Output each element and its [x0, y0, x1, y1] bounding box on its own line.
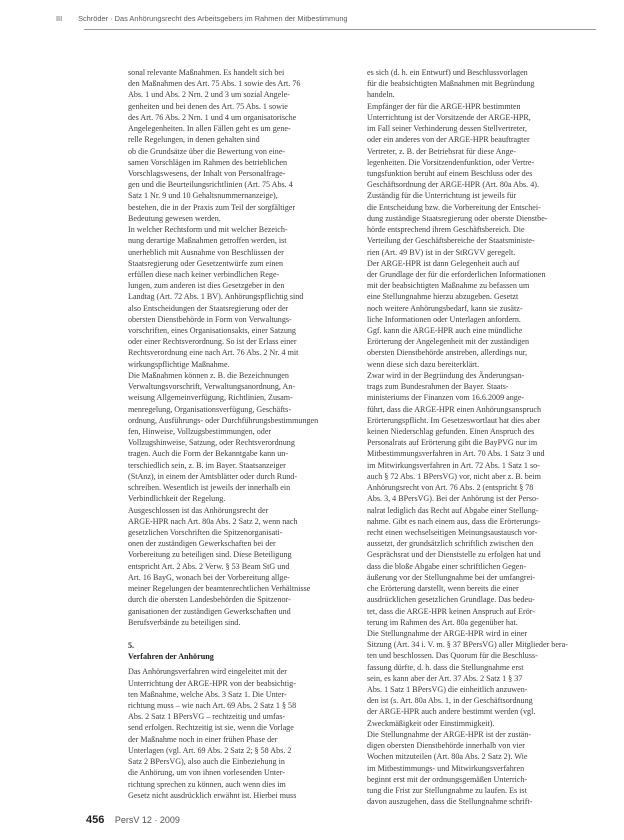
running-header [56, 14, 576, 23]
header-title: Schröder · Das Anhörungsrecht des Arbeitsgebers im Rahmen der Mitbestimmung [78, 14, 348, 23]
text-line: Vorbereitung zu beteiligen sind. Diese Beteiligung [128, 550, 292, 560]
text-line: ob die Grundsätze über die Bewertung von eine- [128, 146, 286, 156]
text-line: trags zum Bundesrahmen der Bayer. Staats- [367, 382, 509, 392]
text-line: Unterrichtung der ARGE-HPR von der beabsichtig- [128, 678, 296, 688]
text-line: Zweckmäßigkeit oder Einstimmigkeit). [367, 718, 495, 728]
text-line: hörde entsprechend ihrem Geschäftsbereich. Die [367, 225, 525, 235]
text-line: Vollzugshinweise, Satzung, oder Rechtsverordnung [128, 438, 295, 448]
text-line: fen, Hinweise, Vollzugsbestimmungen, oder [128, 427, 272, 436]
text-line: Empfänger der für die ARGE-HPR bestimmten [367, 101, 521, 111]
text-line: entspricht Art. 2 Abs. 2 Verw. § 53 Beam StG und [128, 561, 290, 571]
left-column-body [128, 67, 356, 628]
text-line: Abs. 1 und Abs. 2 Nrn. 2 und 3 um sozial Angele- [128, 90, 290, 100]
text-line: Der ARGE-HPR ist dann Gelegenheit auch auf [367, 258, 520, 268]
text-line: nahme. Gibt es nach einem aus, dass die Erörterungs- [367, 516, 541, 526]
text-line: Geschäftsordnung der ARGE-HPR (Art. 80a Abs. 4). [367, 180, 539, 190]
text-line: liche Informationen oder Unterlagen anfordern. [367, 314, 521, 324]
text-line: weisung Allgemeinverfügung, Richtlinien, Zusam- [128, 393, 293, 403]
section-number: 5. [128, 640, 135, 650]
text-line: dass die bloße Abgabe einer schriftlichen Gegen- [367, 561, 527, 571]
right-column [367, 67, 595, 807]
text-line: (StAnz), in einem der Amtsblätter oder durch Rund- [128, 471, 298, 481]
text-line: oder einer Rechtsverordnung. So ist der Erlass einer [128, 337, 297, 347]
text-line: nung derartige Maßnahmen getroffen werden, ist [128, 236, 287, 246]
text-line: In welcher Rechtsform und mit welcher Bezeich- [128, 225, 288, 235]
text-line: legenheiten. Die Vorsitzendenfunktion, oder Vertre- [367, 157, 535, 167]
text-line: send erfolgen. Rechtzeitig ist sie, wenn die Vorlage [128, 723, 294, 733]
text-line: ordnung, Ausführungs- oder Durchführungsbestimmungen [128, 415, 319, 425]
text-line: noch weitere Anhörungsbedarf, kann sie zusätz- [367, 303, 523, 313]
text-line: genheiten und bei denen des Art. 75 Abs. 1 sowie [128, 101, 288, 111]
right-column-body [367, 67, 595, 807]
text-line: handeln. [367, 90, 395, 100]
text-line: also Entscheidungen der Staatsregierung oder der [128, 303, 289, 313]
text-line: aussetzt, der grundsätzlich schriftlich zwischen den [367, 539, 534, 549]
text-line: Die Maßnahmen können z. B. die Bezeichnungen [128, 370, 289, 380]
header-number: III [56, 14, 63, 23]
text-line: rien (Art. 49 BV) ist in der StRGVV geregelt. [367, 247, 516, 257]
text-line: Personalrats auf Erörterung gibt die BayPVG nur im [367, 438, 538, 448]
text-line: ganisationen der zuständigen Gewerkschaften und [128, 606, 291, 616]
text-line: nalrat lediglich das Recht auf Abgabe einer Stellung- [367, 505, 539, 515]
text-line: Satz 1 Nr. 9 und 10 Gehaltsnummernanzeige), [128, 191, 278, 201]
text-line: Bedeutung gewesen werden. [128, 213, 221, 223]
text-line: der Grundlage der für die erforderlichen Informationen [367, 269, 546, 279]
text-line: digen obersten Dienstbehörde innerhalb von vier [367, 741, 526, 751]
text-line: onen der zuständigen Gewerkschaften bei der [128, 539, 276, 549]
text-line: Unterlagen (vgl. Art. 69 Abs. 2 Satz 2; § 58 Abs. 2 [128, 745, 292, 755]
text-line: ausdrücklichen gesetzlichen Grundlage. Das bedeu- [367, 595, 535, 605]
text-line: tet, dass die ARGE-HPR keinen Anspruch auf Erör- [367, 606, 535, 616]
section-title: Verfahren der Anhörung [128, 652, 214, 662]
text-line: Wochen mitzuteilen (Art. 80a Abs. 2 Satz 2). Wie [367, 752, 528, 762]
text-line: tung die Frist zur Stellungnahme zu laufen. Es ist [367, 786, 527, 795]
text-line: Vorschlagswesens, der Inhalt von Personalfrage- [128, 168, 286, 178]
text-line: Satz 2 BPersVG), also auch die Einbeziehung in [128, 757, 285, 767]
text-line: bestehen, die in der Praxis zum Teil der sorgfältiger [128, 202, 296, 212]
left-column-body-after [128, 666, 356, 801]
text-line: im Mitbestimmungs- und Mitwirkungsverfahren [367, 763, 525, 773]
text-line: Anhörungsrecht von Art. 76 Abs. 2 (entspricht § 78 [367, 483, 534, 493]
text-line: ten und beschlossen. Das Quorum für die Beschluss- [367, 651, 538, 661]
text-line: gesetzlichen Vorschriften die Spitzenorganisati- [128, 527, 283, 537]
text-line: Unterrichtung ist der Vorsitzende der ARGE-HPR, [367, 112, 531, 122]
text-line: Ausgeschlossen ist das Anhörungsrecht der [128, 505, 269, 515]
text-line: Das Anhörungsverfahren wird eingeleitet mit der [128, 667, 287, 677]
text-line: ARGE-HPR nach Art. 80a Abs. 2 Satz 2, wenn nach [128, 516, 298, 526]
text-line: den Maßnahmen des Art. 75 Abs. 1 sowie des Art. 76 [128, 79, 301, 89]
text-line: auch § 72 Abs. 1 BPersVG) vor, nicht aber z. B. beim [367, 471, 541, 481]
text-line: obersten Dienstbehörde in Form von Verwaltungs- [128, 314, 292, 324]
text-line: beginnt erst mit der ordnungsgemäßen Unterrich- [367, 774, 528, 784]
text-line: für die beabsichtigten Maßnahmen mit Begründung [367, 79, 535, 89]
text-line: Staatsregierung oder Gesetzentwürfe zum einen [128, 258, 284, 268]
text-line: tragen. Auch die Form der Bekanntgabe kann un- [128, 449, 289, 459]
left-column [128, 67, 356, 801]
text-line: Vertreter, z. B. der Betriebsrat für diese Ange- [367, 146, 516, 156]
text-line: der ARGE-HPR auch andere bestimmt werden (vgl. [367, 707, 536, 717]
text-line: keinen Niederschlag gefunden. Einen Anspruch des [367, 427, 535, 436]
text-line: richtung muss – wie nach Art. 69 Abs. 2 Satz 1 § 58 [128, 701, 297, 711]
text-line: wirkungspflichtige Maßnahme. [128, 359, 230, 369]
text-line: die Entscheidung bzw. die Vorbereitung der Entschei- [367, 202, 541, 212]
text-line: recht einen wechselseitigen Meinungsaustausch vor- [367, 527, 538, 537]
text-line: fassung dürfte, d. h. dass die Stellungnahme erst [367, 662, 524, 672]
text-line: im Mitwirkungsverfahren in Art. 72 Abs. 1 Satz 1 so- [367, 460, 540, 470]
text-line: Zwar wird in der Begründung des Änderungsan- [367, 370, 525, 380]
text-line: Ggf. kann die ARGE-HPR auch eine mündliche [367, 326, 523, 336]
text-line: Abs. 2 Satz 1 BPersVG – rechtzeitig und umfas- [128, 712, 286, 722]
text-line: Zuständig für die Unterrichtung ist jeweils für [367, 191, 517, 201]
text-line: lungen, zum anderen ist dies Gesetzgeber in den [128, 281, 285, 291]
text-line: obersten Dienstbehörde anstreben, allerdings nur, [367, 348, 528, 358]
text-line: den ist (s. Art. 80a Abs. 1, in der Geschäftsordnung [367, 696, 533, 706]
text-line: Mitbestimmungsverfahren in Art. 70 Abs. 1 Satz 3 und [367, 449, 545, 459]
text-line: Abs. 1 Satz 1 BPersVG) die einheitlich anzuwen- [367, 685, 528, 695]
text-line: Erörterungspflicht. Im Gesetzeswortlaut hat dies aber [367, 415, 541, 425]
text-line: samen Vorschlägen im Rahmen des betrieblichen [128, 157, 288, 167]
text-line: gen und die Beurteilungsrichtlinien (Art. 75 Abs. 4 [128, 180, 293, 190]
text-line: sein, es kann aber der Art. 37 Abs. 2 Satz 1 § 37 [367, 673, 523, 683]
text-line: davon auszugehen, dass die Stellungnahme schrift- [367, 797, 533, 807]
text-line: Art. 16 BayG, wonach bei der Vorbereitung allge- [128, 572, 290, 582]
text-line: dung zuständige Staatsregierung oder oberste Dienstbe- [367, 213, 548, 223]
text-line: Gesprächsrat und der Dienststelle zu erfolgen hat und [367, 550, 541, 560]
text-line: Sitzung (Art. 34 i. V. m. § 37 BPersVG) aller Mitglieder bera- [367, 640, 568, 650]
text-line: ten Maßnahme, welche Abs. 3 Satz 1. Die Unter- [128, 689, 287, 699]
text-line: der Maßnahme noch in einer frühen Phase der [128, 734, 278, 744]
text-line: terschiedlich sein, z. B. im Bayer. Staatsanzeiger [128, 460, 286, 470]
text-line: vorschriften, eines Organisationsakts, einer Satzung [128, 326, 296, 336]
text-line: oder ein anderes von der ARGE-HPR beauftragter [367, 135, 530, 145]
header-rule [84, 29, 596, 30]
text-line: Landtag (Art. 72 Abs. 1 BV). Anhörungspflichtig sind [128, 292, 304, 302]
text-line: die Anhörung, um von ihnen vorlesenden Unter- [128, 768, 285, 778]
text-line: menregelung, Organisationsverfügung, Geschäfts- [128, 404, 292, 414]
text-line: unerheblich mit Ausnahme von Beschlüssen der [128, 247, 284, 257]
text-line: schreiben. Wesentlich ist jeweils der innerhalb ein [128, 483, 291, 493]
text-line: Abs. 3, 4 BPersVG). Bei der Anhörung ist der Perso- [367, 494, 539, 504]
text-line: im Fall seiner Verhinderung dessen Stellvertreter, [367, 124, 528, 134]
text-line: Verwaltungsvorschrift, Verwaltungsanordnung, An- [128, 382, 296, 392]
page-number: 456 [86, 814, 105, 826]
text-line: Berufsverbände zu beteiligen sind. [128, 617, 241, 627]
text-line: Verbindlichkeit der Regelung. [128, 494, 226, 504]
text-line: des Art. 76 Abs. 2 Nrn. 1 und 4 um organisatorische [128, 112, 297, 122]
text-line: richtung sprechen zu können, auch wenn dies im [128, 779, 286, 789]
text-line: durch die obersten Landesbehörden die Spitzenor- [128, 595, 291, 605]
text-line: ministeriums der Finanzen vom 16.6.2009 ange- [367, 393, 525, 403]
text-line: wenn diese sich dazu bereiterklärt. [367, 359, 480, 369]
text-line: che Erörterung darstellt, wenn bereits die einer [367, 584, 519, 594]
text-line: eine Stellungnahme hierzu abzugeben. Gesetzt [367, 292, 519, 302]
text-line: Verteilung der Geschäftsbereiche der Staatsministe- [367, 236, 535, 246]
text-line: Die Stellungnahme der ARGE-HPR wird in einer [367, 628, 528, 638]
text-line: Gesetz nicht ausdrücklich erwähnt ist. Hierbei muss [128, 790, 297, 800]
text-line: relle Regelungen, in denen gehalten sind [128, 135, 260, 145]
text-line: Angelegenheiten. In allen Fällen geht es um gene- [128, 124, 291, 134]
text-line: führt, dass die ARGE-HPR einen Anhörungsanspruch [367, 404, 541, 414]
text-line: sonal relevante Maßnahmen. Es handelt sich bei [128, 68, 285, 77]
text-line: terung im Rahmen des Art. 80a gegenüber hat. [367, 617, 518, 627]
text-line: Erörterung der Angelegenheit mit der zuständigen [367, 337, 530, 347]
text-line: äußerung vor der Stellungnahme bei der umfangrei- [367, 572, 536, 582]
text-line: tungsfunktion beruht auf einem Beschluss oder des [367, 168, 533, 178]
text-line: erfüllen diese nach keiner verbindlichen Rege- [128, 269, 280, 279]
text-line: mit der beabsichtigten Maßnahme zu befassen um [367, 281, 530, 291]
issue-label: PersV 12 · 2009 [114, 815, 180, 825]
text-line: meiner Regelungen der beamtenrechtlichen Verhältnisse [128, 584, 311, 594]
text-line: es sich (d. h. ein Entwurf) und Beschlussvorlagen [367, 68, 528, 77]
text-line: Die Stellungnahme der ARGE-HPR ist der zustän- [367, 729, 532, 739]
page-footer [86, 814, 180, 826]
text-line: Rechtsverordnung eine nach Art. 76 Abs. 2 Nr. 4 mit [128, 348, 299, 358]
